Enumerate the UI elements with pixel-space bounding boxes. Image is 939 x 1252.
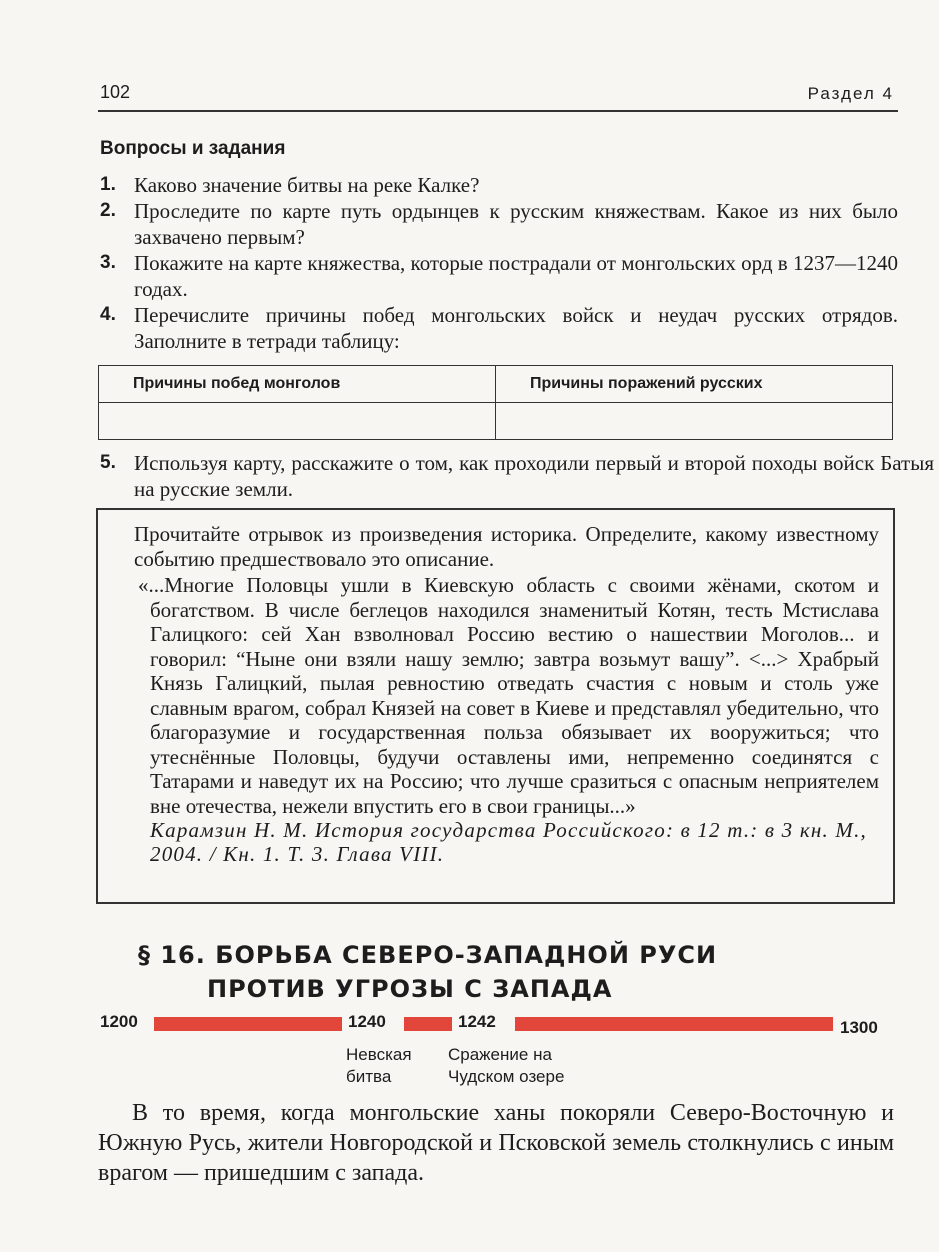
timeline-year-1200: 1200 <box>100 1012 138 1031</box>
timeline-bar-segment <box>515 1017 833 1031</box>
timeline-year-1240: 1240 <box>348 1012 386 1031</box>
excerpt-intro: Прочитайте отрывок из произведения историка. Определите, какому известному событию предшествовало это описание. <box>134 522 879 571</box>
excerpt-box <box>96 508 895 904</box>
timeline-year-1242: 1242 <box>458 1012 496 1031</box>
timeline-event-label: битва <box>346 1067 392 1086</box>
question-number: 5. <box>100 452 116 473</box>
timeline <box>98 1010 908 1100</box>
question-item <box>98 172 898 198</box>
table-cell-empty <box>496 403 893 440</box>
question-text: Используя карту, расскажите о том, как проходили первый и второй походы войск Батыя на русские земли. <box>134 451 934 501</box>
question-number: 1. <box>100 174 116 195</box>
question-number: 2. <box>100 200 116 221</box>
question-text: Проследите по карте путь ордынцев к русским княжествам. Какое из них было захвачено первым? <box>134 199 898 249</box>
chapter-heading-line2: ПРОТИВ УГРОЗЫ С ЗАПАДА <box>207 975 613 1003</box>
chapter-heading-line1: § 16. БОРЬБА СЕВЕРО-ЗАПАДНОЙ РУСИ <box>138 941 718 969</box>
page-number: 102 <box>100 82 131 102</box>
timeline-bar-segment <box>404 1017 452 1031</box>
table-header-russian-defeats: Причины поражений русских <box>496 366 893 403</box>
timeline-bar-segment <box>154 1017 342 1031</box>
question-number: 4. <box>100 304 116 325</box>
page-header <box>98 80 898 112</box>
timeline-event-label: Сражение на <box>448 1045 552 1064</box>
timeline-event-label: Невская <box>346 1045 412 1064</box>
question-number: 3. <box>100 252 116 273</box>
timeline-event-peipus <box>448 1044 564 1088</box>
table-header-mongol-victories: Причины побед монголов <box>99 366 496 403</box>
timeline-year-1300: 1300 <box>840 1018 878 1037</box>
body-paragraph: В то время, когда монгольские ханы покоряли Северо-Восточную и Южную Русь, жители Новгородской и Псковской земель столкнулись с иным врагом — пришедшим с запада. <box>98 1100 894 1186</box>
excerpt-source: Карамзин Н. М. История государства Российского: в 12 т.: в 3 кн. М., 2004. / Кн. 1. Т. 3. Глава VIII. <box>150 818 867 866</box>
chapter-heading <box>138 938 717 1006</box>
question-item <box>98 250 898 302</box>
questions-title: Вопросы и задания <box>100 138 286 159</box>
question-item <box>98 198 898 250</box>
section-label: Раздел 4 <box>807 84 894 103</box>
timeline-event-label: Чудском озере <box>448 1067 565 1086</box>
question-text: Перечислите причины побед монгольских войск и неудач русских отрядов. Заполните в тетради таблицу: <box>134 303 898 353</box>
question-text: Каково значение битвы на реке Калке? <box>134 173 480 197</box>
timeline-event-neva <box>346 1044 412 1088</box>
question-item <box>98 302 898 354</box>
reasons-table <box>98 365 893 440</box>
excerpt-quote <box>134 573 879 818</box>
excerpt-quote-text: «...Многие Половцы ушли в Киевскую область с своими жёнами, скотом и богатством. В числе беглецов находился знаменитый Котян, тесть Мстислава Галицкого: сей Хан взволновал Россию вестию о нашествии Моголов... и говорил: “Ныне они взяли нашу землю; завтра возьмут вашу”. <...> Храбрый Князь Галицкий, пылая ревностию отведать счастия с новым и столь уже славным врагом, собрал Князей на совет в Киеве и представлял убедительно, что благоразумие и государственная польза обязывает их вооружиться; что утеснённые Половцы, будучи оставлены ими, непременно соединятся с Татарами и наведут их на Россию; что лучше сразиться с опасным неприятелем вне отечества, нежели впустить его в свои границы...» <box>138 573 879 818</box>
table-cell-empty <box>99 403 496 440</box>
questions-list <box>98 172 898 354</box>
question-text: Покажите на карте княжества, которые пострадали от монгольских орд в 1237—1240 годах. <box>134 251 898 301</box>
question-item-5 <box>98 450 934 502</box>
